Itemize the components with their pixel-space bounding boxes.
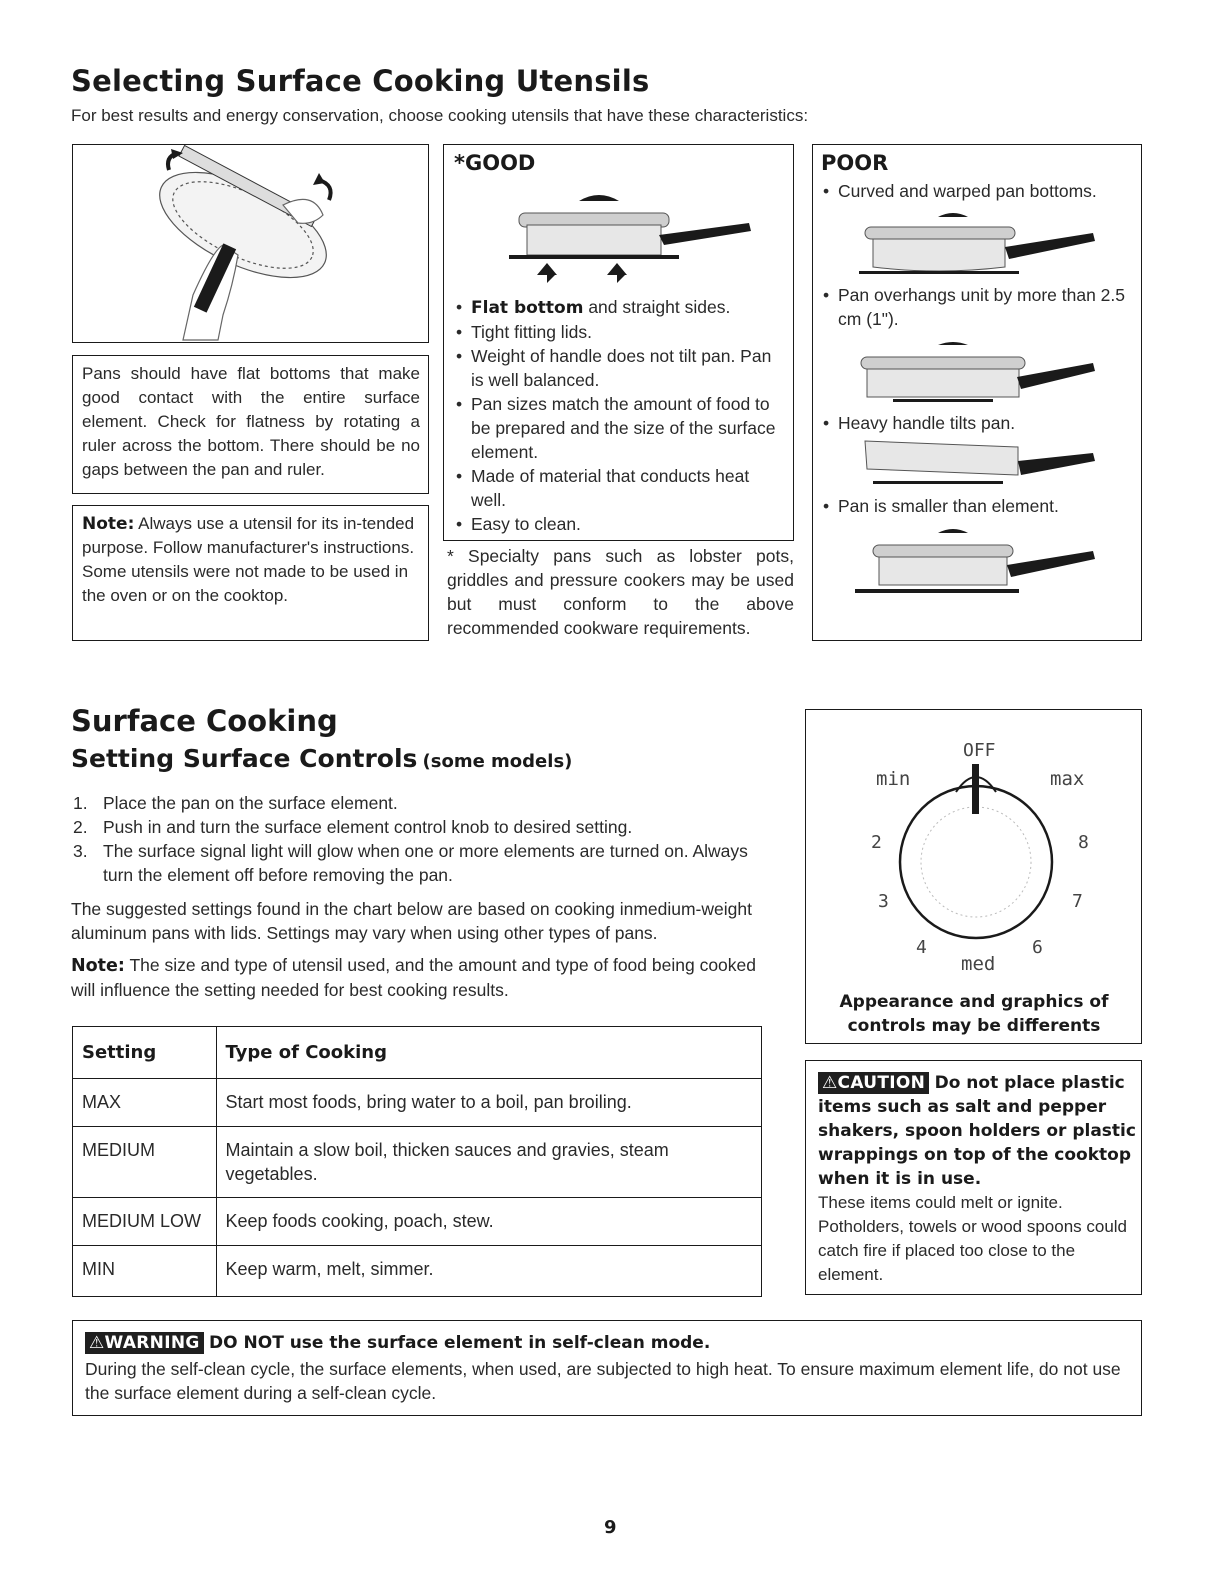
settings-paragraph: The suggested settings found in the chart below are based on cooking inmedium-weight aluminum pans with lids. Settings may vary when using other types of pans.	[71, 899, 752, 943]
caution-box	[805, 1060, 1142, 1295]
flat-bottom-text-box	[72, 355, 429, 494]
dial-label-2: 2	[871, 832, 882, 853]
settings-note-label: Note:	[71, 956, 125, 976]
poor-box	[812, 144, 1142, 641]
subtitle-some-models: (some models)	[422, 751, 573, 772]
dial-label-off: OFF	[963, 740, 996, 761]
step-item: 1. Place the pan on the surface element.	[73, 793, 398, 813]
step-item: 3. The surface signal light will glow when one or more elements are turned on. Always turn the element off before removing the pan.	[73, 841, 748, 885]
table-cell-setting: MAX	[73, 1078, 216, 1126]
good-item: • Flat bottom and straight sides.	[454, 295, 784, 320]
step-item: 2. Push in and turn the surface element control knob to desired setting.	[73, 817, 633, 837]
overhang-pan-illustration	[853, 341, 1113, 411]
header-setting: Setting	[73, 1027, 216, 1078]
good-list	[454, 295, 784, 536]
table-cell-type: Keep warm, melt, simmer.	[225, 1258, 434, 1279]
poor-item: • Pan overhangs unit by more than 2.5 cm (1").	[821, 283, 1139, 331]
good-item: • Pan sizes match the amount of food to be prepared and the size of the surface element.	[454, 392, 784, 464]
table-header-row	[73, 1027, 761, 1078]
header-type: Type of Cooking	[216, 1027, 761, 1078]
utensil-note-box	[72, 505, 429, 641]
note-label: Note:	[82, 514, 135, 534]
steps-list	[71, 791, 771, 887]
settings-note-text: The size and type of utensil used, and the amount and type of food being cooked will influence the setting needed for best cooking results.	[71, 955, 756, 1000]
section-title-utensils: Selecting Surface Cooking Utensils	[71, 64, 650, 98]
warning-triangle-icon: ⚠	[822, 1073, 838, 1093]
section-title-surface-cooking: Surface Cooking	[71, 704, 338, 738]
good-item: • Weight of handle does not tilt pan. Pan is well balanced.	[454, 344, 784, 392]
tilted-pan-illustration	[853, 435, 1113, 490]
dial-caption: Appearance and graphics of controls may be differents	[839, 992, 1109, 1036]
dial-label-med: med	[961, 953, 996, 975]
good-box	[443, 144, 794, 541]
good-footnote: * Specialty pans such as lobster pots, griddles and pressure cookers may be used but must conform to the above recommended cookware requirements.	[447, 546, 794, 638]
poor-item: • Pan is smaller than element.	[821, 494, 1139, 518]
note-text: Always use a utensil for its in-tended purpose. Follow manufacturer's instructions. Some utensils were not made to be used in the oven or on the cooktop.	[82, 514, 415, 605]
dial-label-3: 3	[878, 891, 889, 912]
dial-label-6: 6	[1032, 937, 1043, 958]
table-cell-setting: MEDIUM LOW	[73, 1197, 216, 1245]
warped-pan-illustration	[853, 211, 1113, 281]
table-cell-type: Start most foods, bring water to a boil, pan broiling.	[216, 1078, 761, 1126]
table-cell-setting: MIN	[73, 1245, 216, 1296]
control-dial-box	[805, 709, 1142, 1044]
table-row	[73, 1197, 761, 1245]
flat-bottom-text: Pans should have flat bottoms that make good contact with the entire surface element. Check for flatness by rotating a ruler across the bottom. There should be no gaps between the pan and ruler.	[82, 364, 420, 479]
table-row	[73, 1078, 761, 1126]
settings-table	[73, 1027, 761, 1296]
warning-box	[72, 1320, 1142, 1416]
good-item: • Made of material that conducts heat well.	[454, 464, 784, 512]
good-item: • Tight fitting lids.	[454, 320, 784, 344]
caution-text: These items could melt or ignite. Potholders, towels or wood spoons could catch fire if placed too close to the element.	[818, 1193, 1128, 1284]
settings-table-box	[72, 1026, 762, 1297]
subtitle-surface-controls: Setting Surface Controls	[71, 744, 418, 773]
small-pan-illustration	[853, 525, 1113, 600]
dial-label-4: 4	[916, 937, 927, 958]
ruler-check-illustration	[73, 145, 427, 341]
good-pan-illustration	[499, 183, 759, 293]
good-item: • Easy to clean.	[454, 512, 784, 536]
poor-item: • Curved and warped pan bottoms.	[821, 179, 1139, 203]
dial-label-min: min	[876, 768, 911, 790]
page-number: 9	[604, 1517, 617, 1538]
dial-label-max: max	[1050, 768, 1085, 790]
poor-heading: POOR	[821, 151, 889, 175]
table-row	[73, 1245, 761, 1296]
table-row	[73, 1126, 761, 1197]
flatness-check-illustration-box	[72, 144, 429, 343]
caution-badge: ⚠CAUTION	[818, 1072, 929, 1094]
warning-bold-text: DO NOT use the surface element in self-clean mode.	[209, 1333, 711, 1353]
table-cell-type: Keep foods cooking, poach, stew.	[216, 1197, 761, 1245]
caution-bold-text: Do not place plastic items such as salt and pepper shakers, spoon holders or plastic wrappings on top of the cooktop when it is in use.	[818, 1073, 1136, 1189]
warning-badge: ⚠WARNING	[85, 1332, 204, 1354]
poor-item: • Heavy handle tilts pan.	[821, 411, 1139, 435]
warning-text: During the self-clean cycle, the surface elements, when used, are subjected to high heat. To ensure maximum element life, do not use the surface element during a self-clean cycle.	[85, 1359, 1121, 1403]
utensils-intro: For best results and energy conservation, choose cooking utensils that have these characteristics:	[71, 106, 809, 125]
table-cell-type: Maintain a slow boil, thicken sauces and gravies, steam vegetables.	[216, 1126, 761, 1197]
good-heading: *GOOD	[454, 151, 536, 175]
warning-triangle-icon: ⚠	[89, 1333, 105, 1353]
table-cell-setting: MEDIUM	[73, 1126, 216, 1197]
dial-label-8: 8	[1078, 832, 1089, 853]
dial-label-7: 7	[1072, 891, 1083, 912]
control-knob-icon	[896, 752, 1056, 952]
